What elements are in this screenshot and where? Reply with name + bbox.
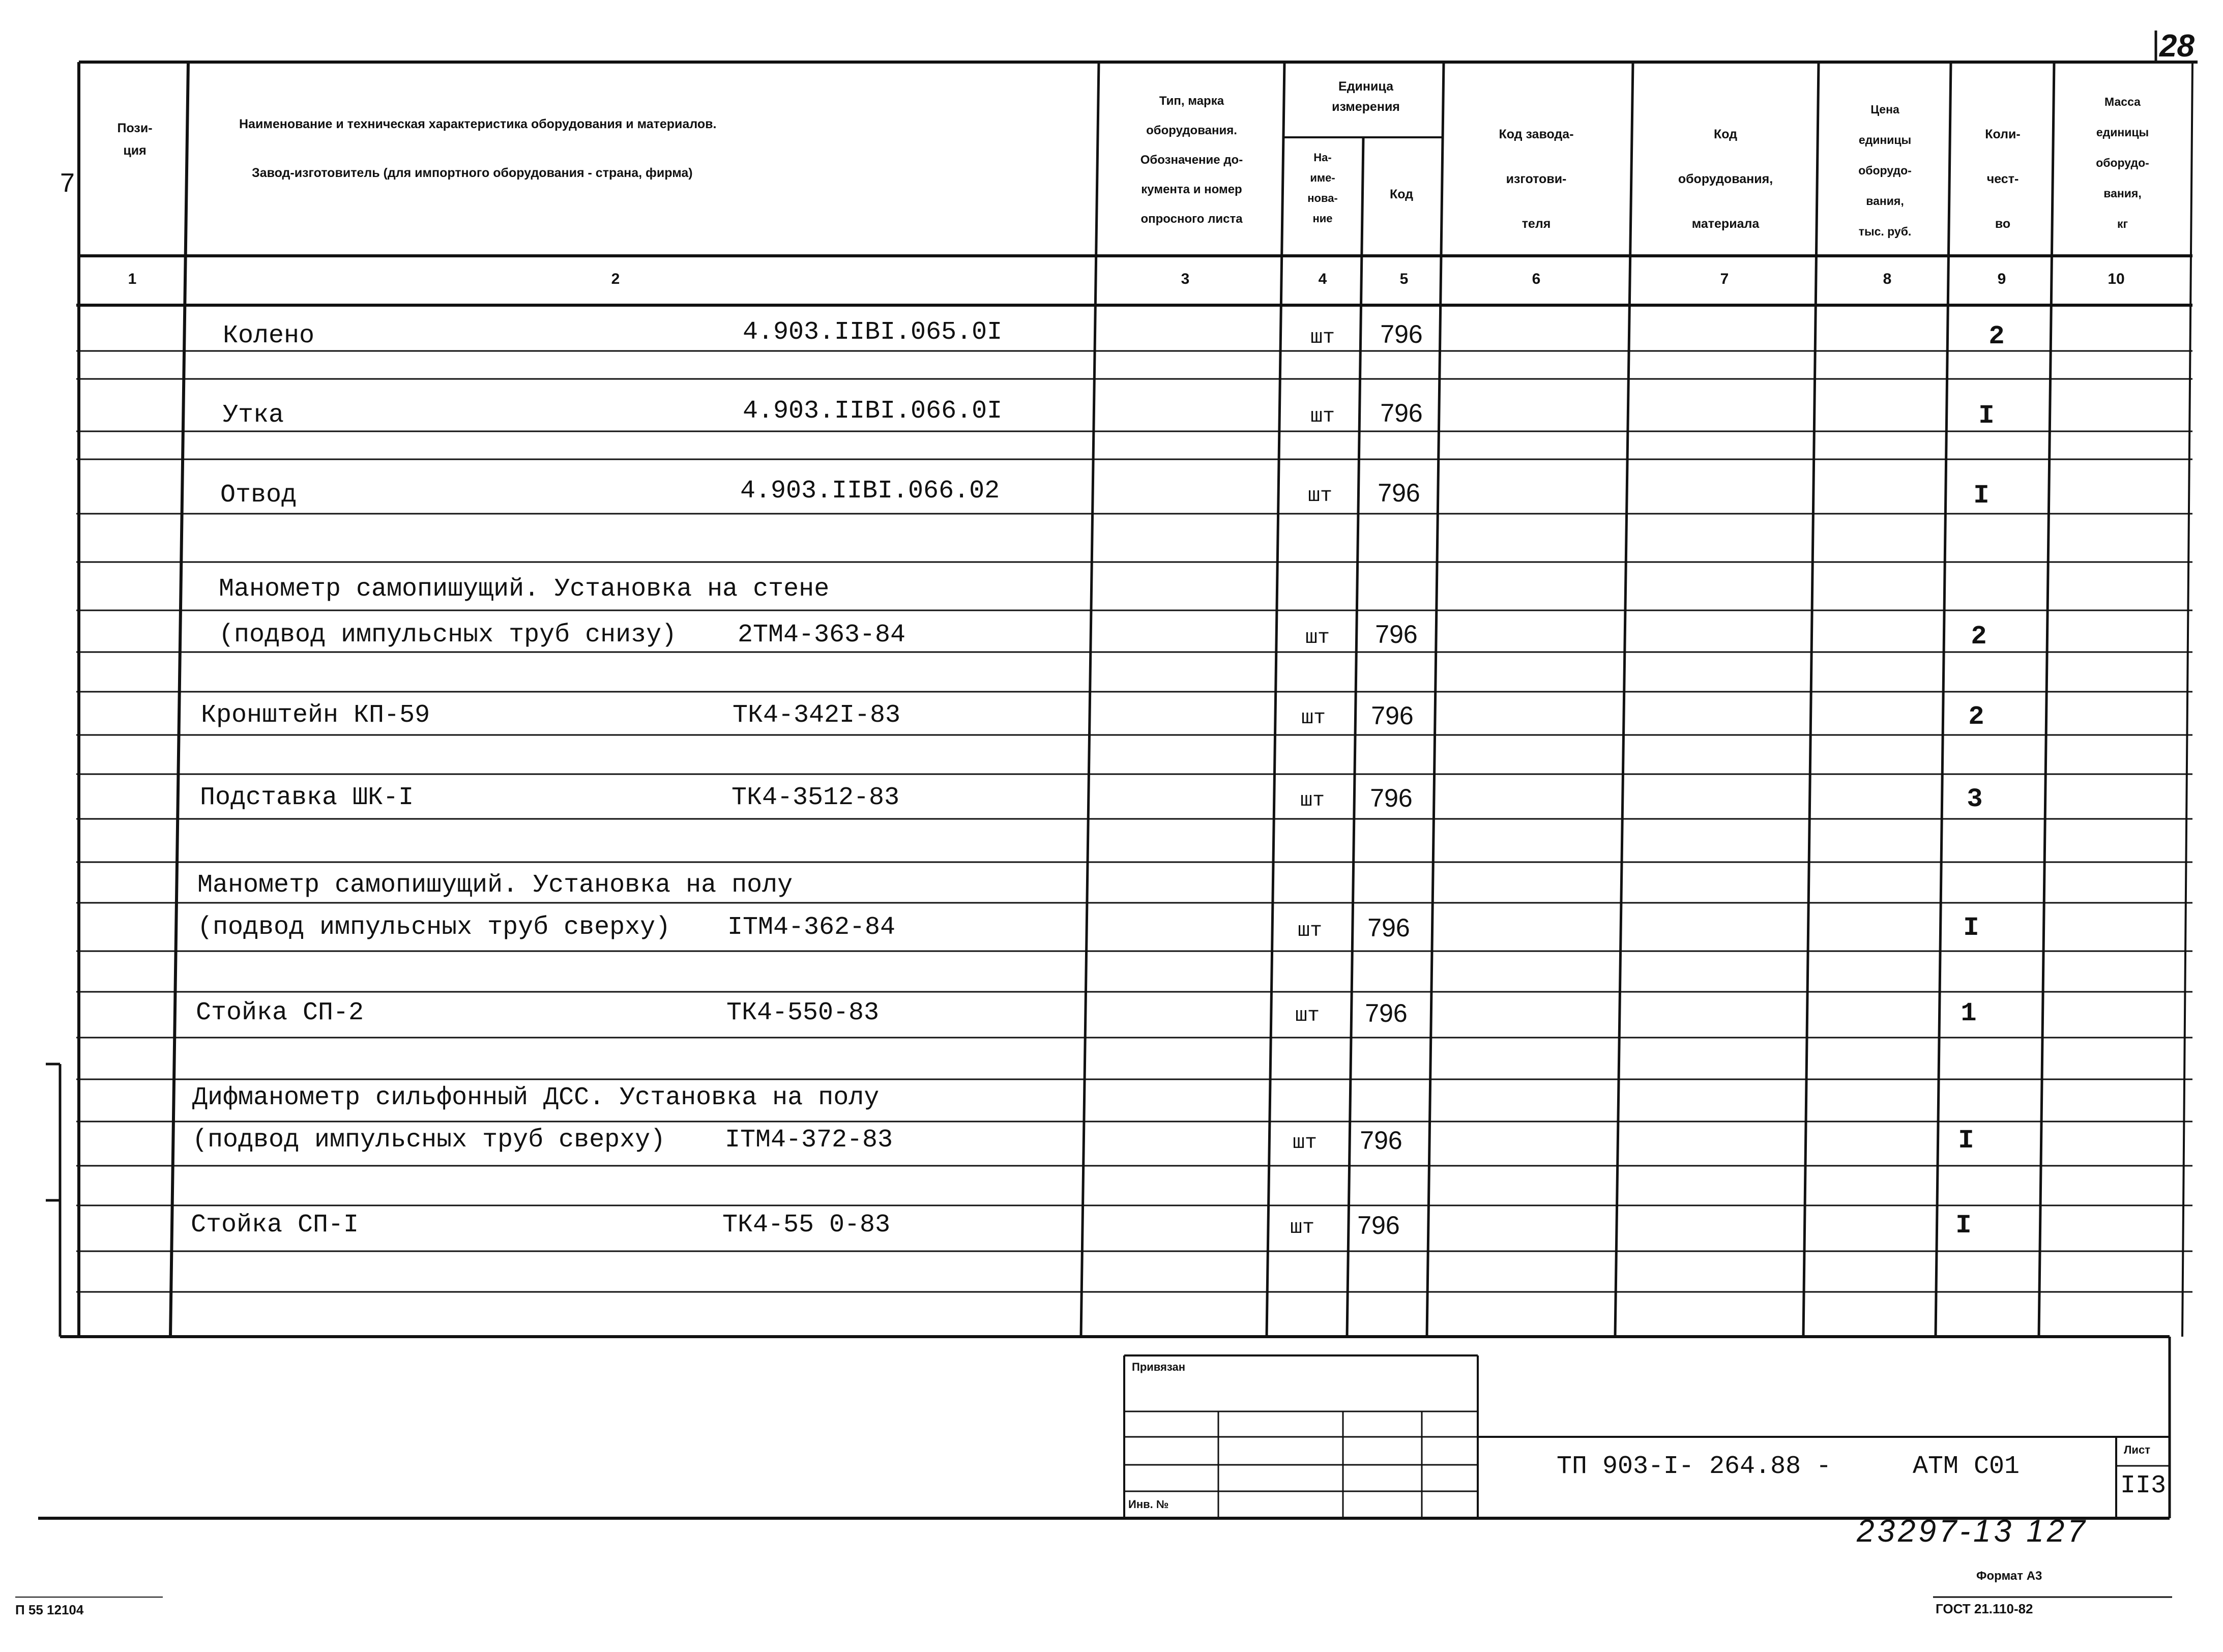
table-row-code: IТМ4-362-84 [727,913,896,942]
header-col-name-line1: Наименование и техническая характеристика оборудования и материалов. [239,117,717,131]
table-row-code: ТК4-55 0-83 [722,1211,891,1240]
table-row-qty: 2 [1968,702,1984,732]
table-row-name: (подвод импульсных труб сверху) [192,1126,666,1155]
table-row-name-line1: Манометр самопишущий. Установка на полу [197,871,793,900]
col-number-8: 8 [1883,271,1892,287]
table-row-kod: 796 [1380,320,1423,348]
table-row-code: ТК4-550-83 [726,998,880,1027]
table-row-kod: 796 [1357,1211,1400,1240]
table-row-kod: 796 [1360,1126,1402,1155]
table-row-kod: 796 [1370,784,1413,812]
sheet-label: Лист [2124,1443,2150,1456]
margin-mark: 7 [60,168,75,198]
table-row-kod: 796 [1378,479,1420,507]
header-col-unit-name: На- име- нова- ние [1307,151,1338,225]
table-row-qty: I [1978,401,1995,431]
table-row-qty: I [1963,913,1979,943]
table-row-qty: 1 [1961,998,1977,1028]
table-row-name-line1: Манометр самопишущий. Установка на стене [219,575,830,604]
stamp-inv-label: Инв. № [1128,1498,1169,1511]
col-number-9: 9 [1997,271,2006,287]
header-col-mass: Масса единицы оборудо- вания, кг [2096,95,2149,230]
table-row-kod: 796 [1371,701,1414,730]
table-row-unit: шт [1307,485,1332,508]
table-row-name: Утка [223,401,284,430]
table-row-unit: шт [1290,1217,1314,1240]
table-row-unit: шт [1295,1005,1320,1027]
table-row-code: 4.903.IIBI.066.02 [740,477,1000,506]
table-row-unit: шт [1292,1132,1317,1155]
header-col-quantity: Коли- чест- во [1985,127,2021,231]
header-col-name-line2: Завод-изготовитель (для импортного оборудования - страна, фирма) [252,166,693,180]
header-col-unit-title: Единица измерения [1332,79,1400,114]
table-row-name: Стойка СП-2 [196,998,364,1027]
inventory-number: 23297-13 127 [1857,1514,2088,1549]
col-number-1: 1 [128,271,137,287]
table-row-qty: 3 [1967,784,1983,814]
col-number-3: 3 [1181,271,1190,287]
header-col-type: Тип, марка оборудования. Обозначение до- кумента и номер опросного листа [1140,94,1243,226]
col-number-5: 5 [1399,271,1409,287]
table-row-kod: 796 [1380,399,1423,427]
format-label: Формат А3 [1976,1569,2042,1583]
table-row-qty: I [1958,1126,1974,1156]
table-row-kod: 796 [1375,620,1418,648]
table-row-code: 2ТМ4-363-84 [738,621,906,650]
table-row-name: Отвод [220,481,297,510]
doc-mark: АТМ С01 [1913,1452,2020,1481]
table-row-name-line1: Дифманометр сильфонный ДСС. Установка на полу [192,1083,880,1112]
table-row-unit: шт [1310,327,1335,349]
table-row-unit: шт [1310,405,1335,428]
header-col-maker-code: Код завода- изготови- теля [1499,127,1574,231]
table-row-code: 4.903.IIBI.066.0I [743,397,1003,426]
table-row-unit: шт [1300,789,1325,812]
table-row-qty: I [1955,1211,1972,1241]
col-number-6: 6 [1532,271,1541,287]
stamp-privyazan-label: Привязан [1132,1361,1186,1373]
table-row-code: ТК4-3512-83 [732,783,900,812]
col-number-7: 7 [1720,271,1729,287]
header-col-unit-code: Код [1389,187,1414,201]
table-row-code: 4.903.IIBI.065.0I [743,318,1003,347]
col-number-10: 10 [2108,271,2125,287]
header-col-equipment-code: Код оборудования, материала [1678,127,1773,231]
table-row-name: Колено [223,321,315,350]
table-row-name: (подвод импульсных труб снизу) [219,621,677,650]
table-row-name: (подвод импульсных труб сверху) [197,913,671,942]
table-row-name: Кронштейн КП-59 [201,701,430,730]
col-number-4: 4 [1318,271,1327,287]
sheet-number: II3 [2120,1471,2167,1500]
bottom-left-code: П 55 12104 [15,1602,84,1617]
table-row-qty: 2 [1988,321,2005,351]
table-row-unit: шт [1305,627,1330,650]
gost-label: ГОСТ 21.110-82 [1936,1601,2033,1616]
table-row-name: Стойка СП-I [191,1211,359,1240]
page-number: 28 [2159,28,2195,64]
table-row-kod: 796 [1367,913,1410,942]
table-row-qty: 2 [1971,622,1987,652]
doc-number: ТП 903-I- 264.88 - [1557,1452,1832,1481]
col-number-2: 2 [611,271,620,287]
header-col-position: Пози- ция [117,121,153,158]
table-row-code: IТМ4-372-83 [725,1126,893,1155]
table-row-qty: I [1973,481,1990,511]
header-col-price: Цена единицы оборудо- вания, тыс. руб. [1858,103,1912,238]
table-row-code: ТК4-342I-83 [733,701,901,730]
table-row-unit: шт [1301,707,1326,730]
table-row-unit: шт [1297,920,1322,942]
table-row-kod: 796 [1365,999,1408,1027]
table-row-name: Подставка ШК-I [200,783,414,812]
